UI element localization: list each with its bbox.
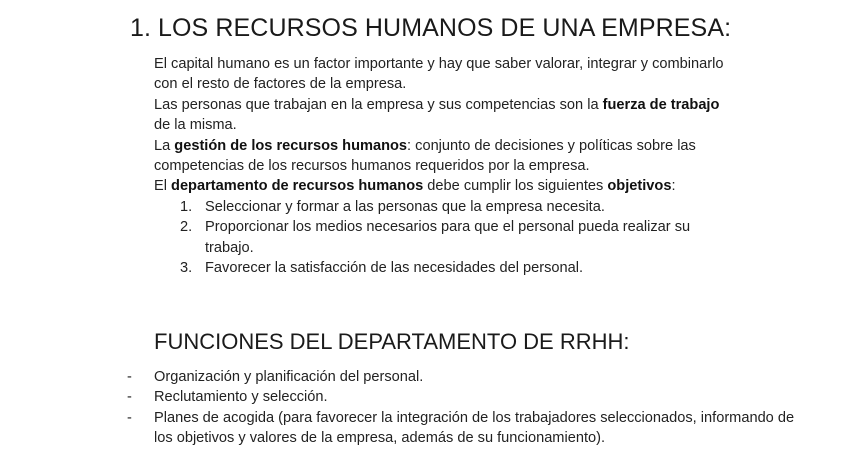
paragraph-text: :: [671, 178, 676, 195]
list-item: [154, 217, 734, 258]
paragraph-text: debe cumplir los siguientes: [423, 178, 608, 195]
section-heading-funciones: FUNCIONES DEL DEPARTAMENTO DE RRHH:: [154, 329, 630, 354]
bullet-dash: -: [127, 389, 132, 406]
paragraph-text: Las personas que trabajan en la empresa y sus competencias son la: [154, 96, 603, 113]
list-item: [154, 258, 734, 278]
paragraph-text: : conjunto de decisiones y políticas sobre las competencias de los recursos humanos requeridos por la empresa.: [154, 137, 696, 175]
bold-term-gestion: gestión de los recursos humanos: [174, 137, 408, 154]
list-item-text: Favorecer la satisfacción de las necesidades del personal.: [205, 260, 584, 277]
list-item-text: Seleccionar y formar a las personas que la empresa necesita.: [205, 198, 605, 215]
paragraph-text: de la misma.: [154, 117, 237, 134]
section-number: 1.: [130, 14, 152, 42]
list-item-text: Organización y planificación del personal.: [154, 369, 424, 385]
list-item-text: Planes de acogida (para favorecer la integración de los trabajadores seleccionados, informando de los objetivos y valores de la empresa, además de su funcionamiento).: [154, 409, 795, 447]
paragraph-text: El: [154, 178, 172, 195]
list-item: [0, 367, 848, 387]
paragraph-capital-humano: El capital humano es un factor importante y hay que saber valorar, integrar y combinarlo con el resto de factores de la empresa.: [154, 56, 724, 93]
bold-term-objetivos: objetivos: [607, 178, 672, 195]
paragraph-fuerza-de-trabajo: [154, 95, 734, 136]
section-body: [154, 54, 734, 278]
section-heading-recursos-humanos: [130, 13, 731, 43]
paragraph-gestion-rrhh: [154, 136, 734, 177]
list-item-number: 1.: [180, 198, 193, 215]
list-item-number: 3.: [180, 260, 193, 277]
paragraph-departamento-rrhh: [154, 176, 734, 196]
list-item-text: Reclutamiento y selección.: [154, 389, 328, 406]
section-title: LOS RECURSOS HUMANOS DE UNA EMPRESA:: [158, 14, 732, 42]
list-item: [0, 408, 848, 449]
list-item-text: Proporcionar los medios necesarios para que el personal pueda realizar su trabajo.: [205, 219, 691, 256]
bullet-dash: -: [127, 369, 132, 385]
bold-term-fuerza-de-trabajo: fuerza de trabajo: [602, 96, 720, 113]
functions-list: [0, 367, 848, 449]
bold-term-departamento: departamento de recursos humanos: [171, 178, 424, 195]
paragraph-text: La: [154, 137, 175, 154]
list-item: [0, 387, 848, 407]
list-item-number: 2.: [180, 219, 193, 236]
list-item: [154, 197, 734, 217]
objectives-list: [154, 197, 734, 279]
bullet-dash: -: [127, 409, 132, 426]
